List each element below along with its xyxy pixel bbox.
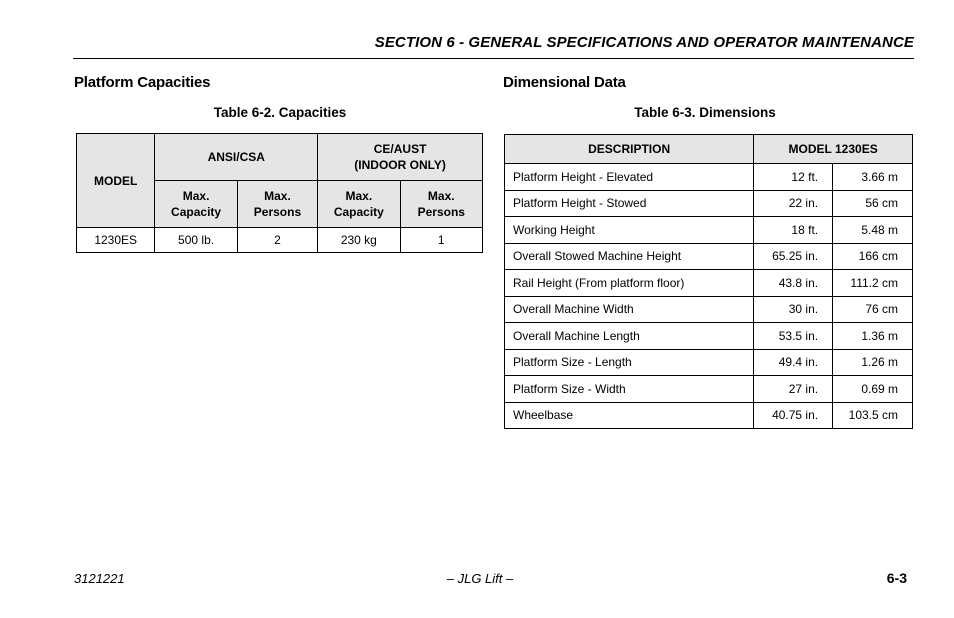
ansi-capacity-cell: 500 lb. xyxy=(155,228,237,253)
imperial-value-cell: 40.75 in. xyxy=(754,402,833,429)
metric-value-cell: 3.66 m xyxy=(833,164,913,191)
page-number: 6-3 xyxy=(886,570,907,586)
description-cell: Overall Stowed Machine Height xyxy=(505,243,754,270)
model-1230es-header: MODEL 1230ES xyxy=(754,135,913,164)
table-row xyxy=(505,323,913,350)
description-header: DESCRIPTION xyxy=(505,135,754,164)
metric-value-cell: 5.48 m xyxy=(833,217,913,244)
metric-value-cell: 111.2 cm xyxy=(833,270,913,297)
table-row xyxy=(505,349,913,376)
dimensions-caption: Table 6-3. Dimensions xyxy=(634,105,776,120)
table-row xyxy=(77,228,483,253)
description-cell: Overall Machine Width xyxy=(505,296,754,323)
metric-value-cell: 76 cm xyxy=(833,296,913,323)
ce-aust-header: CE/AUST (INDOOR ONLY) xyxy=(318,134,483,181)
doc-number: 3121221 xyxy=(74,571,125,586)
metric-value-cell: 103.5 cm xyxy=(833,402,913,429)
imperial-value-cell: 18 ft. xyxy=(754,217,833,244)
ce-max-persons-header: Max. Persons xyxy=(400,181,482,228)
ansi-persons-cell: 2 xyxy=(237,228,317,253)
ce-max-capacity-header: Max. Capacity xyxy=(318,181,400,228)
table-row xyxy=(505,164,913,191)
description-cell: Platform Size - Width xyxy=(505,376,754,403)
description-cell: Platform Height - Elevated xyxy=(505,164,754,191)
metric-value-cell: 1.26 m xyxy=(833,349,913,376)
ce-persons-cell: 1 xyxy=(400,228,482,253)
ansi-max-capacity-header: Max. Capacity xyxy=(155,181,237,228)
imperial-value-cell: 30 in. xyxy=(754,296,833,323)
model-header: MODEL xyxy=(77,134,155,228)
metric-value-cell: 166 cm xyxy=(833,243,913,270)
footer-center-text: – JLG Lift – xyxy=(446,571,514,586)
metric-value-cell: 1.36 m xyxy=(833,323,913,350)
imperial-value-cell: 22 in. xyxy=(754,190,833,217)
section-title: SECTION 6 - GENERAL SPECIFICATIONS AND OPERATOR MAINTENANCE xyxy=(374,34,914,51)
capacities-caption: Table 6-2. Capacities xyxy=(213,105,347,120)
table-row xyxy=(505,402,913,429)
table-row xyxy=(505,376,913,403)
imperial-value-cell: 49.4 in. xyxy=(754,349,833,376)
table-row xyxy=(505,217,913,244)
description-cell: Rail Height (From platform floor) xyxy=(505,270,754,297)
imperial-value-cell: 43.8 in. xyxy=(754,270,833,297)
metric-value-cell: 0.69 m xyxy=(833,376,913,403)
description-cell: Platform Size - Length xyxy=(505,349,754,376)
table-row xyxy=(505,270,913,297)
imperial-value-cell: 12 ft. xyxy=(754,164,833,191)
header-rule xyxy=(73,58,914,59)
model-cell: 1230ES xyxy=(77,228,155,253)
capacities-table xyxy=(76,133,483,253)
table-row xyxy=(505,190,913,217)
description-cell: Wheelbase xyxy=(505,402,754,429)
imperial-value-cell: 53.5 in. xyxy=(754,323,833,350)
ce-capacity-cell: 230 kg xyxy=(318,228,400,253)
metric-value-cell: 56 cm xyxy=(833,190,913,217)
dimensional-data-heading: Dimensional Data xyxy=(503,74,626,91)
imperial-value-cell: 27 in. xyxy=(754,376,833,403)
imperial-value-cell: 65.25 in. xyxy=(754,243,833,270)
table-row xyxy=(505,243,913,270)
table-row xyxy=(505,296,913,323)
description-cell: Working Height xyxy=(505,217,754,244)
platform-capacities-heading: Platform Capacities xyxy=(74,74,211,91)
dimensions-table xyxy=(504,134,913,429)
description-cell: Overall Machine Length xyxy=(505,323,754,350)
description-cell: Platform Height - Stowed xyxy=(505,190,754,217)
ansi-max-persons-header: Max. Persons xyxy=(237,181,317,228)
ansi-csa-header: ANSI/CSA xyxy=(155,134,318,181)
